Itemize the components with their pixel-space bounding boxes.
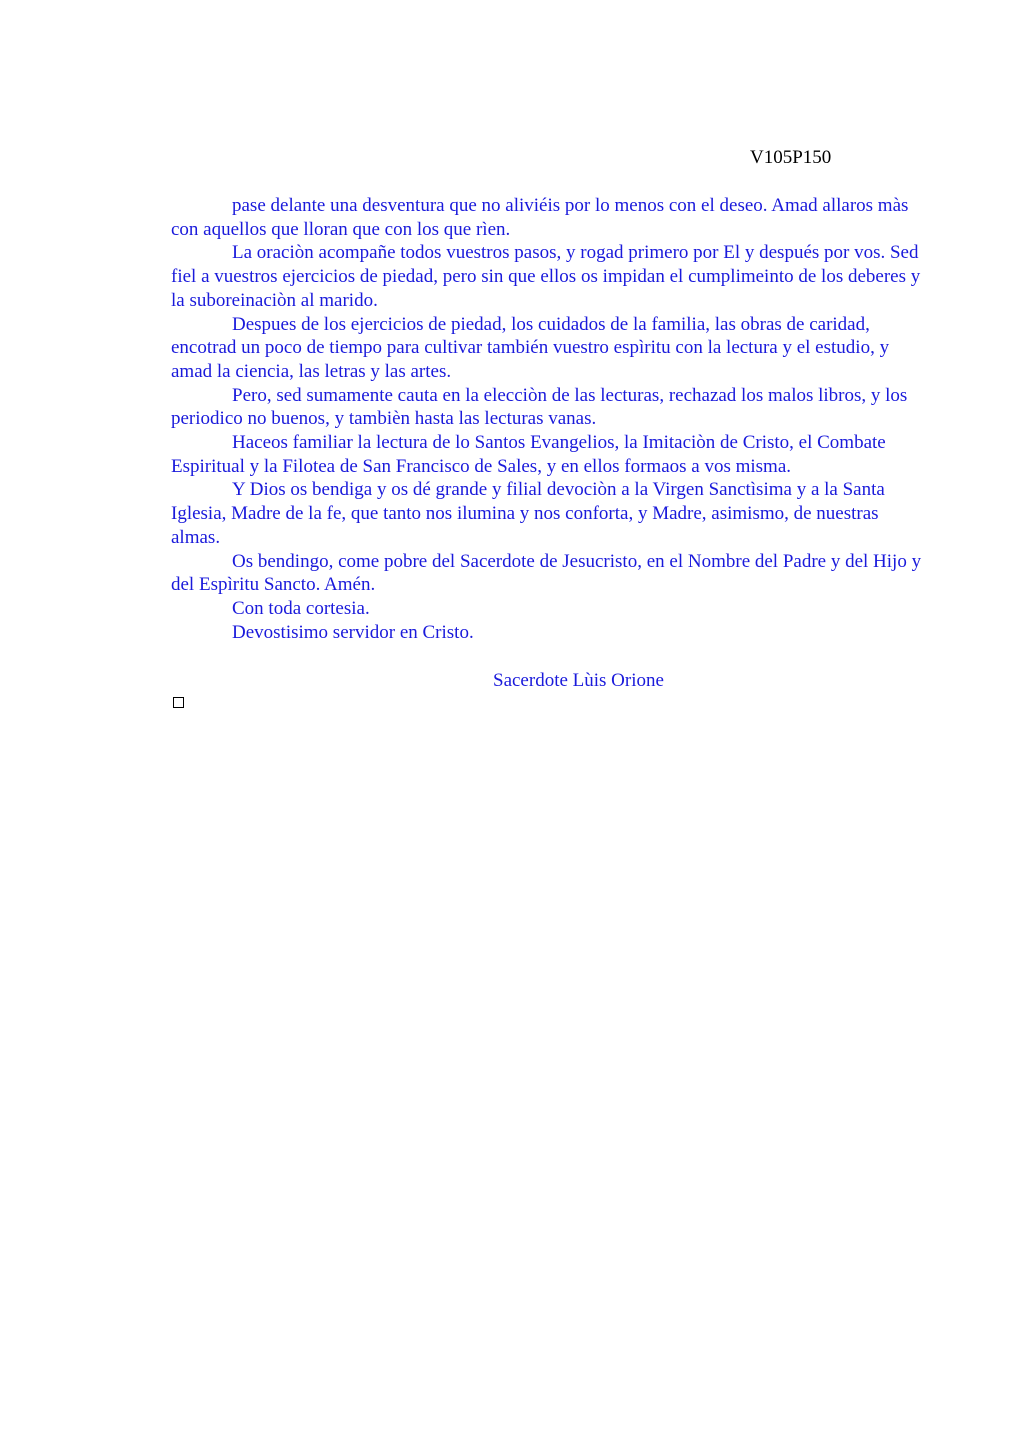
closing-line-servant: Devostisimo servidor en Cristo.: [232, 621, 474, 643]
paragraph: Pero, sed sumamente cauta en la elecciòn de las lecturas, rechazad los malos libros, y los periodico no buenos, y tambièn hasta las lecturas vanas.: [171, 384, 908, 430]
paragraph: Haceos familiar la lectura de lo Santos Evangelios, la Imitaciòn de Cristo, el Combate Espiritual y la Filotea de San Francisco de Sales, y en ellos formaos a vos misma.: [171, 432, 886, 477]
paragraph: pase delante una desventura que no aliviéis por lo menos con el deseo. Amad allaros màs con aquellos que lloran que con los que rìen.: [171, 195, 909, 240]
letter-body: [171, 194, 931, 644]
page-id: V105P150: [750, 147, 832, 168]
paragraph: Despues de los ejercicios de piedad, los cuidados de la familia, las obras de caridad, encotrad un poco de tiempo para cultivar también vuestro espìritu con la lectura y el estudio, y amad la ciencia, las letras y las artes.: [171, 313, 890, 382]
paragraph: Os bendingo, come pobre del Sacerdote de Jesucristo, en el Nombre del Padre y del Hijo y del Espìritu Sancto. Amén.: [171, 550, 922, 596]
paragraph: La oraciòn acompañe todos vuestros pasos, y rogad primero por El y después por vos. Sed fiel a vuestros ejercicios de piedad, pero sin que ellos os impidan el cumplimeinto de los deberes y la suboreinaciòn al marido.: [171, 242, 921, 311]
closing-line-courtesy: Con toda cortesia.: [232, 597, 370, 619]
paragraph: Y Dios os bendiga y os dé grande y filial devociòn a la Virgen Sanctìsima y a la Santa Iglesia, Madre de la fe, que tanto nos ilumina y nos conforta, y Madre, asimismo, de nuestras almas.: [171, 479, 885, 548]
end-of-text-box-icon: [173, 697, 184, 708]
signature: Sacerdote Lùis Orione: [493, 670, 664, 691]
